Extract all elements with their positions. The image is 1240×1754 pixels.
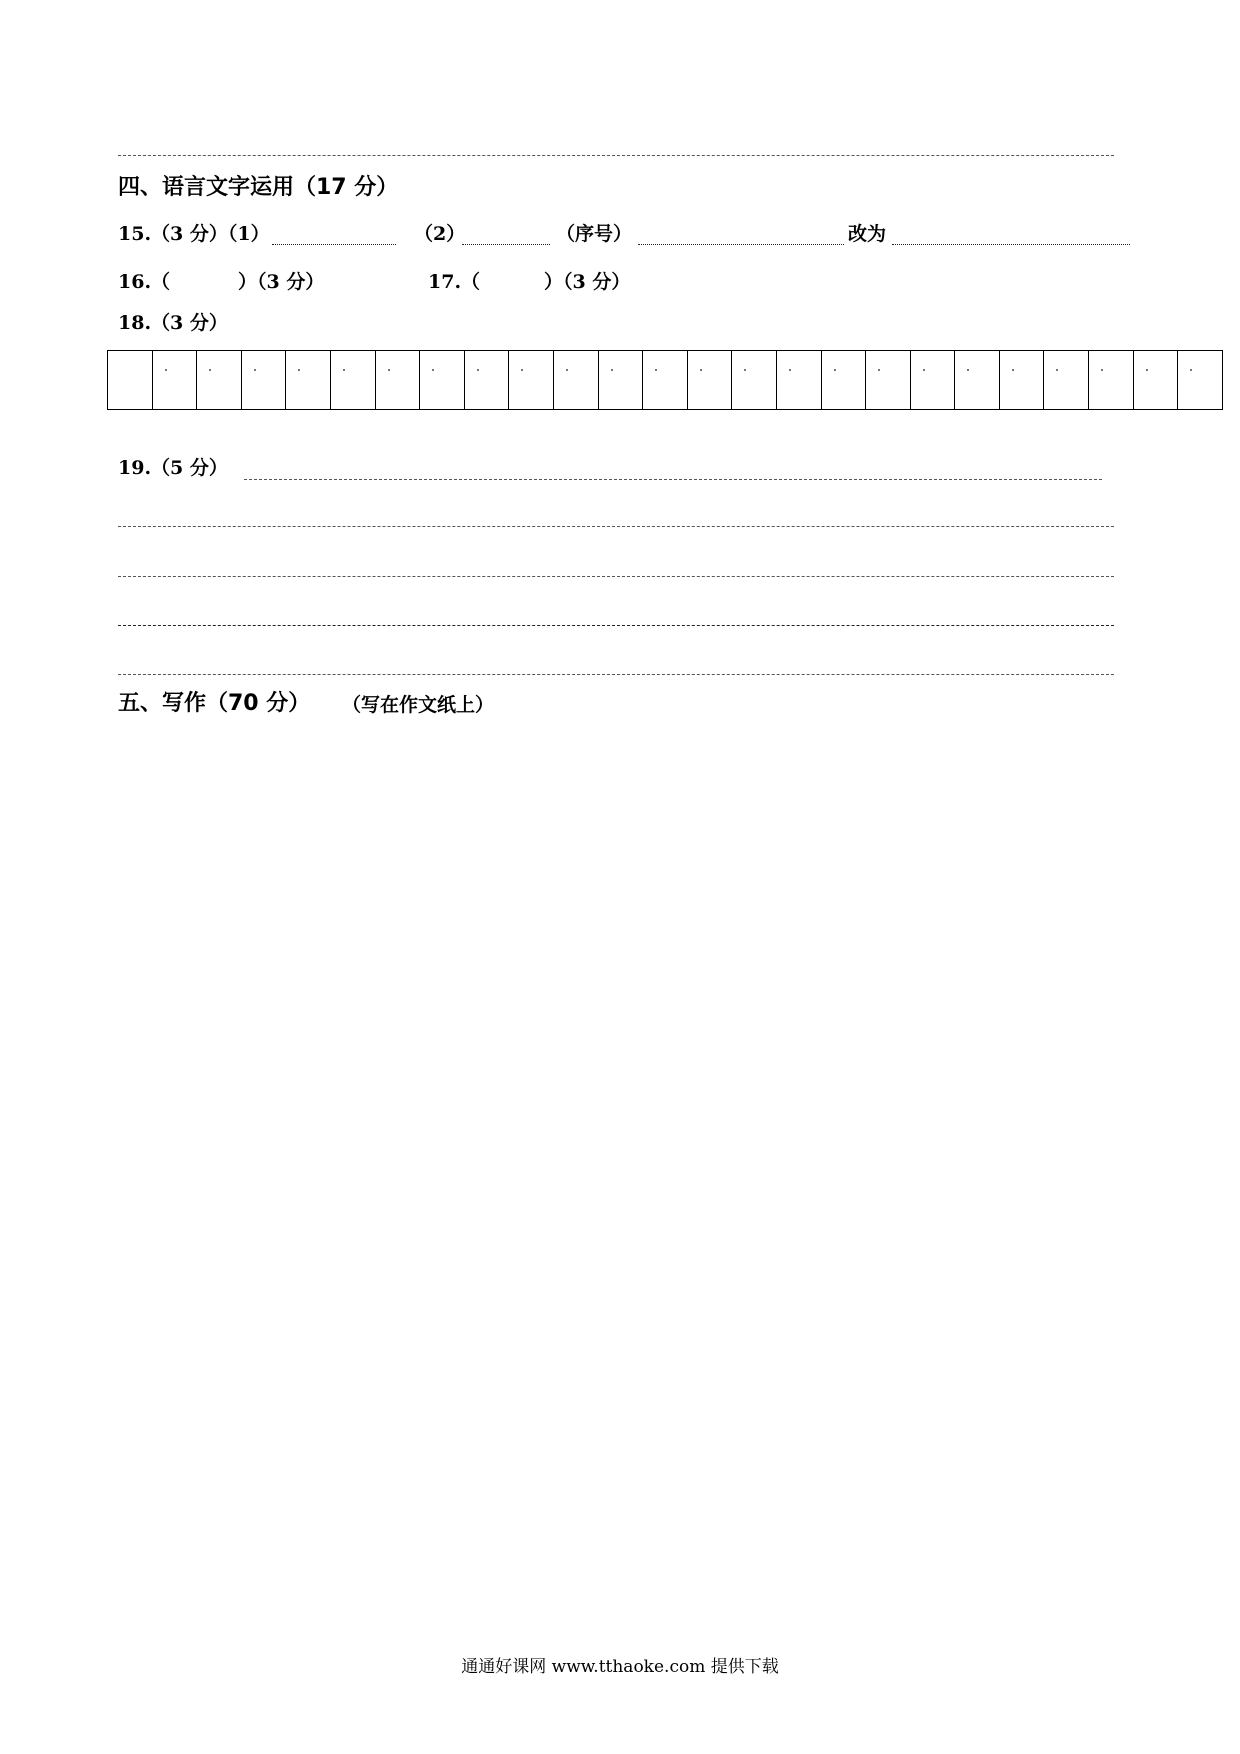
cell-dot: [343, 369, 345, 371]
q18-grid-cell[interactable]: [688, 351, 733, 409]
cell-dot: [744, 369, 746, 371]
q18-grid-cell[interactable]: [1089, 351, 1134, 409]
section-5-title: 五、写作（70 分）: [118, 691, 311, 716]
q15-blank-1[interactable]: [272, 244, 396, 245]
q16-close: ）（3 分）: [238, 271, 325, 293]
cell-dot: [298, 369, 300, 371]
cell-dot: [477, 369, 479, 371]
q18-grid-cell[interactable]: [599, 351, 644, 409]
cell-dot: [700, 369, 702, 371]
q18-grid-cell[interactable]: [822, 351, 867, 409]
q18-grid-cell[interactable]: [911, 351, 956, 409]
q15-blank-3[interactable]: [638, 244, 844, 245]
q19-line-2[interactable]: [118, 526, 1114, 527]
q18-grid-cell[interactable]: [1134, 351, 1179, 409]
q18-grid-cell[interactable]: [554, 351, 599, 409]
section-4-title: 四、语言文字运用（17 分）: [118, 175, 399, 200]
cell-dot: [655, 369, 657, 371]
q16-label: 16.（: [118, 271, 171, 293]
q18-answer-grid: [107, 350, 1223, 410]
q18-grid-cell[interactable]: [242, 351, 287, 409]
cell-dot: [521, 369, 523, 371]
q15-label: 15.（3 分）（1）: [118, 223, 270, 245]
q18-grid-cell[interactable]: [376, 351, 421, 409]
q18-grid-cell[interactable]: [643, 351, 688, 409]
cell-dot: [165, 369, 167, 371]
q18-grid-cell[interactable]: [420, 351, 465, 409]
cell-dot: [1146, 369, 1148, 371]
q18-grid-cell[interactable]: [108, 351, 153, 409]
cell-dot: [432, 369, 434, 371]
section-5-note: （写在作文纸上）: [342, 694, 495, 716]
answer-line-top: [118, 155, 1114, 156]
q18-grid-cell[interactable]: [197, 351, 242, 409]
cell-dot: [1190, 369, 1192, 371]
cell-dot: [611, 369, 613, 371]
q18-grid-cell[interactable]: [153, 351, 198, 409]
q15-blank-2[interactable]: [462, 244, 550, 245]
q18-grid-cell[interactable]: [1178, 351, 1222, 409]
q18-grid-cell[interactable]: [732, 351, 777, 409]
cell-dot: [789, 369, 791, 371]
q18-grid-cell[interactable]: [1044, 351, 1089, 409]
q19-line-5[interactable]: [118, 674, 1114, 675]
footer-text: 通通好课网 www.tthaoke.com 提供下载: [461, 1657, 779, 1677]
q18-grid-cell[interactable]: [331, 351, 376, 409]
q18-label: 18.（3 分）: [118, 312, 228, 334]
q18-grid-cell[interactable]: [866, 351, 911, 409]
q15-blank-4[interactable]: [892, 244, 1130, 245]
q19-label: 19.（5 分）: [118, 457, 228, 479]
q18-grid-cell[interactable]: [1000, 351, 1045, 409]
cell-dot: [1101, 369, 1103, 371]
q18-grid-cell[interactable]: [955, 351, 1000, 409]
q15-part2-label: （2）: [414, 223, 466, 245]
cell-dot: [388, 369, 390, 371]
cell-dot: [1056, 369, 1058, 371]
q15-change-to-label: 改为: [848, 223, 887, 245]
cell-dot: [923, 369, 925, 371]
q19-line-3[interactable]: [118, 576, 1114, 577]
q18-grid-cell[interactable]: [777, 351, 822, 409]
cell-dot: [254, 369, 256, 371]
cell-dot: [834, 369, 836, 371]
cell-dot: [209, 369, 211, 371]
q18-grid-cell[interactable]: [509, 351, 554, 409]
q17-close: ）（3 分）: [544, 271, 631, 293]
q15-seq-label: （序号）: [556, 223, 633, 245]
cell-dot: [878, 369, 880, 371]
q17-label: 17.（: [428, 271, 481, 293]
cell-dot: [566, 369, 568, 371]
q19-line-4[interactable]: [118, 625, 1114, 626]
cell-dot: [1012, 369, 1014, 371]
cell-dot: [967, 369, 969, 371]
q19-line-1[interactable]: [244, 479, 1102, 480]
q18-grid-cell[interactable]: [465, 351, 510, 409]
q18-grid-cell[interactable]: [286, 351, 331, 409]
